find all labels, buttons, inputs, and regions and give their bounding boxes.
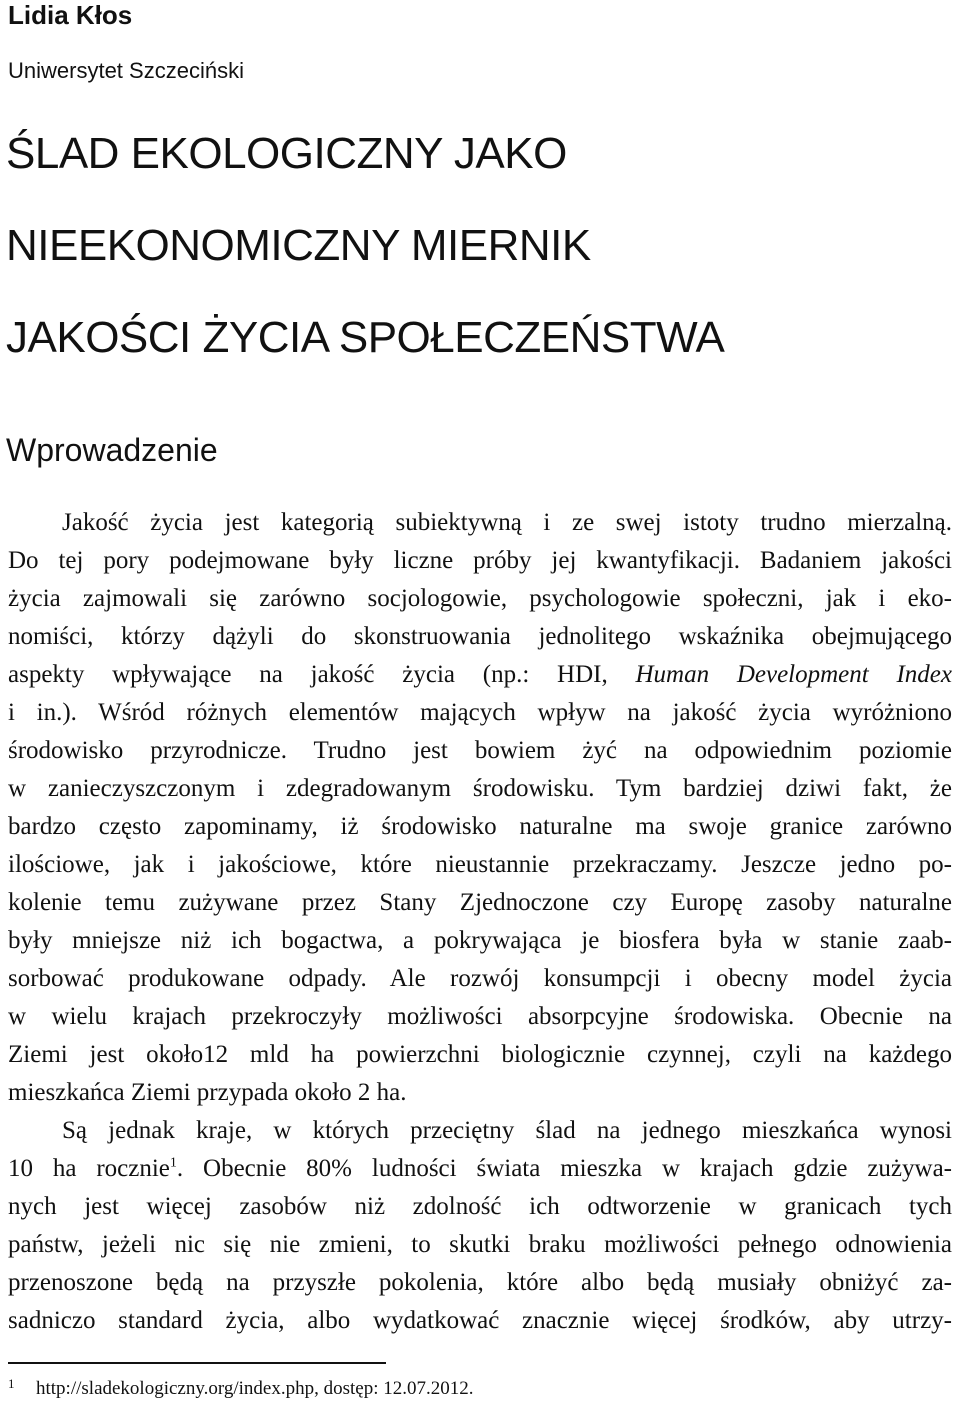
paragraph-1-line-6: i in.). Wśród różnych elementów mających wpływ na jakość życia wyróżniono <box>8 699 952 726</box>
paragraph-1-line-1: Jakość życia jest kategorią subiektywną i ze swej istoty trudno mierzalną. <box>62 509 952 536</box>
footnote-text[interactable]: http://sladekologiczny.org/index.php, dostęp: 12.07.2012. <box>36 1378 474 1399</box>
paragraph-1-line-7: środowisko przyrodnicze. Trudno jest bowiem żyć na odpowiednim poziomie <box>8 737 952 764</box>
paragraph-1-line-9: bardzo często zapominamy, iż środowisko naturalne ma swoje granice zarówno <box>8 813 952 840</box>
paper-title-line-1: ŚLAD EKOLOGICZNY JAKO <box>6 129 567 178</box>
paragraph-1-line-12: były mniejsze niż ich bogactwa, a pokrywająca je biosfera była w stanie zaab- <box>8 927 952 954</box>
paragraph-2-line-5: przenoszone będą na przyszłe pokolenia, które albo będą musiały obniżyć za- <box>8 1269 952 1296</box>
footnote-number: 1 <box>8 1376 15 1391</box>
paragraph-1-line-13: sorbować produkowane odpady. Ale rozwój konsumpcji i obecny model życia <box>8 965 952 992</box>
footnote <box>8 1377 473 1401</box>
paragraph-1-line-4: nomiści, którzy dążyli do skonstruowania jednolitego wskaźnika obejmującego <box>8 623 952 650</box>
paragraph-1-line-10: ilościowe, jak i jakościowe, które nieustannie przekraczamy. Jeszcze jedno po- <box>8 851 952 878</box>
paragraph-1-line-5 <box>8 660 952 690</box>
line-2-text-start: 10 ha rocznie <box>8 1155 170 1182</box>
paragraph-1-line-11: kolenie temu zużywane przez Stany Zjednoczone czy Europę zasoby naturalne <box>8 889 952 916</box>
section-heading: Wprowadzenie <box>6 432 218 468</box>
paragraph-1-line-14: w wielu krajach przekroczyły możliwości absorpcyjne środowiska. Obecnie na <box>8 1003 952 1030</box>
paragraph-1-line-8: w zanieczyszczonym i zdegradowanym środowisku. Tym bardziej dziwi fakt, że <box>8 775 952 802</box>
paragraph-2-line-4: państw, jeżeli nic się nie zmieni, to skutki braku możliwości pełnego odnowienia <box>8 1231 952 1258</box>
paragraph-1-line-16: mieszkańca Ziemi przypada około 2 ha. <box>8 1079 407 1106</box>
footnote-reference[interactable]: 1 <box>169 1155 177 1171</box>
hdi-expansion: Human Development Index <box>635 661 952 688</box>
paragraph-2-line-1: Są jednak kraje, w których przeciętny ślad na jednego mieszkańca wynosi <box>62 1117 952 1144</box>
paper-title-line-2: NIEEKONOMICZNY MIERNIK <box>6 221 591 270</box>
paragraph-1-line-3: życia zajmowali się zarówno socjologowie, psychologowie społeczni, jak i eko- <box>8 585 952 612</box>
paper-title-line-3: JAKOŚCI ŻYCIA SPOŁECZEŃSTWA <box>6 313 725 362</box>
author-affiliation: Uniwersytet Szczeciński <box>8 58 244 83</box>
paragraph-1-line-2: Do tej pory podejmowane były liczne próby jej kwantyfikacji. Badaniem jakości <box>8 547 952 574</box>
paragraph-2-line-2 <box>8 1154 952 1184</box>
paragraph-2-line-6: sadniczo standard życia, albo wydatkować znacznie więcej środków, aby utrzy- <box>8 1307 952 1334</box>
author-name: Lidia Kłos <box>8 0 133 30</box>
paragraph-2-line-3: nych jest więcej zasobów niż zdolność ich odtworzenie w granicach tych <box>8 1193 952 1220</box>
footnote-separator <box>8 1362 386 1364</box>
paragraph-1-line-15: Ziemi jest około12 mld ha powierzchni biologicznie czynnej, czyli na każdego <box>8 1041 952 1068</box>
line-5-text: aspekty wpływające na jakość życia (np.: HDI, <box>8 661 636 688</box>
line-2-text-end: . Obecnie 80% ludności świata mieszka w krajach gdzie zużywa- <box>176 1155 953 1182</box>
